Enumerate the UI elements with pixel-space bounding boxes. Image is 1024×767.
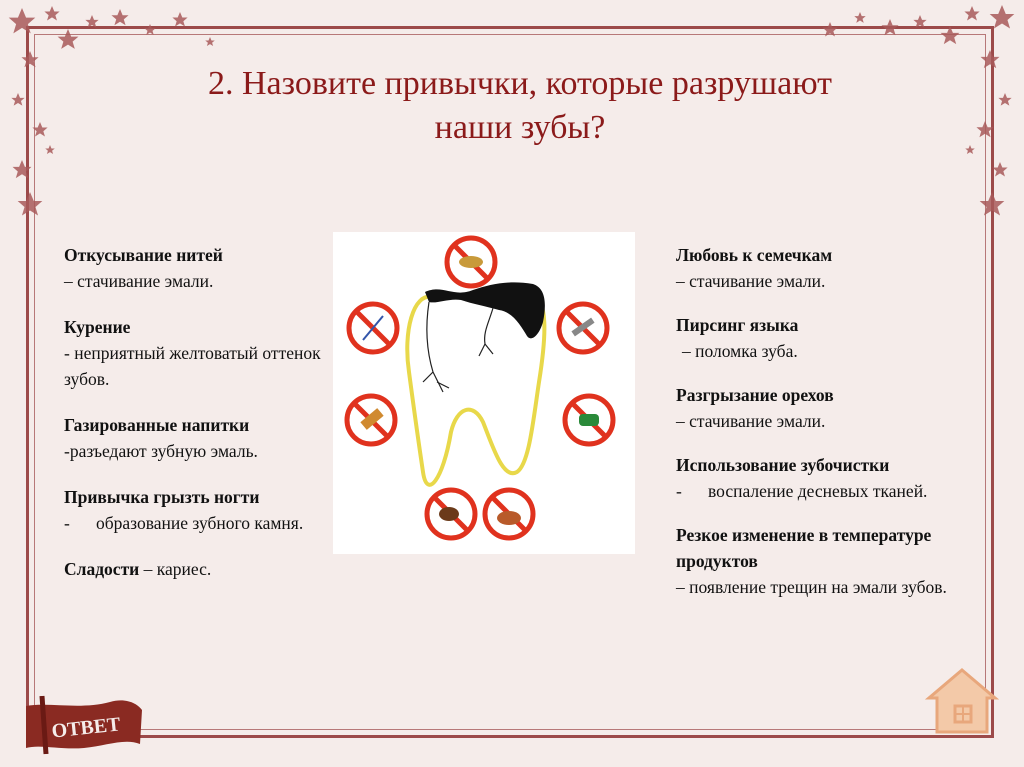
left-habits-list bbox=[64, 242, 326, 602]
list-item bbox=[676, 382, 996, 434]
list-item bbox=[64, 314, 326, 392]
home-icon bbox=[925, 664, 999, 738]
habit-name: Привычка грызть ногти bbox=[64, 487, 260, 507]
list-item bbox=[64, 412, 326, 464]
list-dash: - bbox=[64, 513, 70, 533]
candy-icon bbox=[579, 414, 599, 426]
list-item bbox=[64, 484, 326, 536]
decay-icon bbox=[425, 282, 545, 338]
habit-name: Сладости bbox=[64, 559, 140, 579]
habit-effect: – стачивание эмали. bbox=[676, 411, 826, 431]
habit-effect: – стачивание эмали. bbox=[676, 271, 826, 291]
list-dash: - bbox=[676, 481, 682, 501]
habit-effect: образование зубного камня. bbox=[96, 513, 304, 533]
answer-button[interactable] bbox=[20, 688, 148, 758]
seeds-icon bbox=[459, 256, 483, 268]
list-item bbox=[676, 242, 996, 294]
list-item bbox=[64, 242, 326, 294]
home-button[interactable] bbox=[925, 664, 999, 738]
habit-effect: - неприятный желтоватый оттенок зубов. bbox=[64, 343, 321, 389]
habit-effect: – кариес. bbox=[143, 559, 212, 579]
habit-name: Разгрызание орехов bbox=[676, 385, 834, 405]
habit-name: Использование зубочистки bbox=[676, 455, 890, 475]
habit-name: Любовь к семечкам bbox=[676, 245, 833, 265]
habit-effect: – поломка зуба. bbox=[682, 341, 798, 361]
habit-effect: – появление трещин на эмали зубов. bbox=[676, 577, 947, 597]
habit-name: Откусывание нитей bbox=[64, 245, 223, 265]
list-item bbox=[676, 522, 996, 600]
right-habits-list bbox=[676, 242, 996, 620]
ice-cream-icon bbox=[439, 507, 459, 521]
list-item bbox=[676, 312, 996, 364]
list-item bbox=[64, 556, 326, 582]
habit-effect: воспаление десневых тканей. bbox=[708, 481, 928, 501]
hot-food-icon bbox=[497, 511, 521, 525]
habit-name: Резкое изменение в температуре продуктов bbox=[676, 525, 932, 571]
tooth-illustration bbox=[333, 232, 635, 554]
habit-effect: -разъедают зубную эмаль. bbox=[64, 441, 258, 461]
habit-effect: – стачивание эмали. bbox=[64, 271, 214, 291]
habit-name: Пирсинг языка bbox=[676, 315, 799, 335]
list-item bbox=[676, 452, 996, 504]
answer-button-label: ОТВЕТ bbox=[50, 713, 122, 743]
habit-name: Курение bbox=[64, 317, 131, 337]
habit-name: Газированные напитки bbox=[64, 415, 250, 435]
page-title: 2. Назовите привычки, которые разрушают наши зубы? bbox=[207, 65, 833, 146]
